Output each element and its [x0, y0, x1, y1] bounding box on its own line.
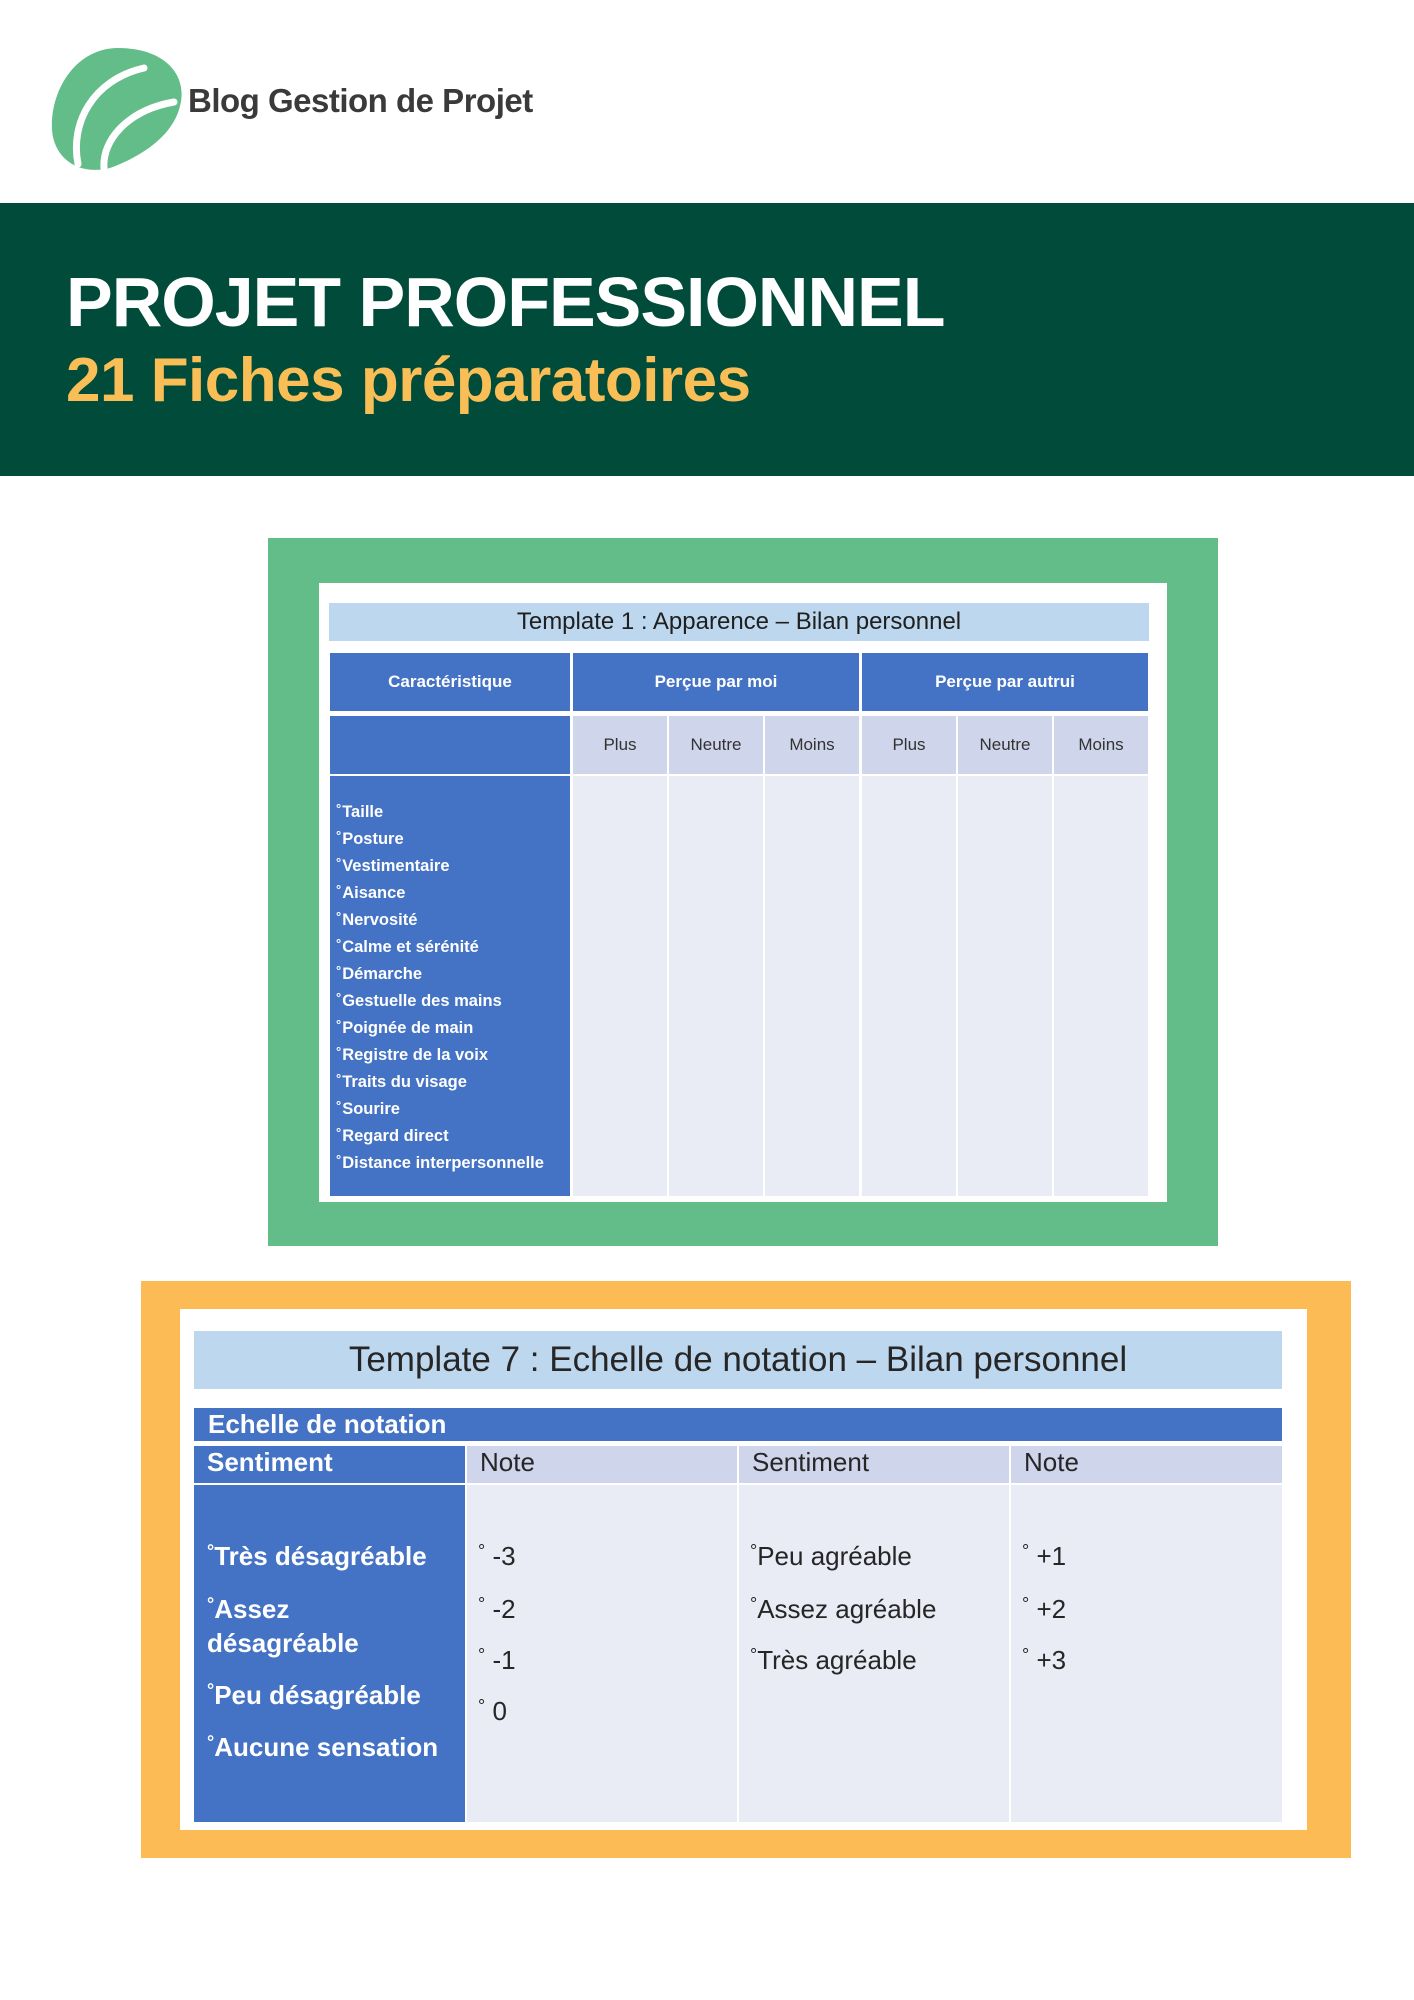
- list-item: ° Distance interpersonnelle: [336, 1148, 544, 1175]
- list-item: ° Nervosité: [336, 905, 544, 932]
- header-characteristic: Caractéristique: [330, 653, 570, 711]
- subheader-empty: [330, 716, 570, 774]
- list-item: ° Regard direct: [336, 1121, 544, 1148]
- characteristics-list: [336, 797, 544, 1175]
- header-sentiment-negative: Sentiment: [194, 1446, 465, 1483]
- list-item: ° Posture: [336, 824, 544, 851]
- subheader-others-moins: Moins: [1054, 716, 1148, 774]
- brand-name: Blog Gestion de Projet: [188, 82, 533, 119]
- list-item: °Assez agréable: [750, 1594, 937, 1624]
- subheader-self-plus: Plus: [573, 716, 667, 774]
- list-item: ° 0: [478, 1696, 507, 1726]
- rating-cell: [669, 776, 763, 1196]
- list-item: ° -3: [478, 1541, 516, 1571]
- header-others: Perçue par autrui: [862, 653, 1148, 711]
- rating-cell: [862, 776, 956, 1196]
- list-item: °Peu agréable: [750, 1541, 912, 1571]
- header-note-negative: Note: [467, 1446, 737, 1483]
- list-item: ° Gestuelle des mains: [336, 986, 544, 1013]
- list-item: ° Vestimentaire: [336, 851, 544, 878]
- list-item: ° Sourire: [336, 1094, 544, 1121]
- list-item: ° +2: [1022, 1594, 1067, 1624]
- page-title: PROJET PROFESSIONNEL: [66, 263, 945, 341]
- header-self: Perçue par moi: [573, 653, 859, 711]
- list-item: ° -2: [478, 1594, 516, 1624]
- list-item: ° Poignée de main: [336, 1013, 544, 1040]
- rating-scale-header: Echelle de notation: [194, 1408, 1282, 1441]
- subheader-self-neutre: Neutre: [669, 716, 763, 774]
- rating-cell: [765, 776, 859, 1196]
- template1-title: Template 1 : Apparence – Bilan personnel: [329, 603, 1149, 641]
- rating-cell: [1054, 776, 1148, 1196]
- list-item: °Aucune sensation: [207, 1732, 439, 1762]
- header-note-positive: Note: [1011, 1446, 1282, 1483]
- list-item: °Peu désagréable: [207, 1680, 421, 1710]
- list-item: °Très agréable: [750, 1645, 917, 1675]
- list-item: ° +3: [1022, 1645, 1067, 1675]
- template7-title: Template 7 : Echelle de notation – Bilan personnel: [194, 1331, 1282, 1389]
- list-item: ° Taille: [336, 797, 544, 824]
- subheader-others-plus: Plus: [862, 716, 956, 774]
- header-sentiment-positive: Sentiment: [739, 1446, 1009, 1483]
- list-item: ° Calme et sérénité: [336, 932, 544, 959]
- list-item: ° Démarche: [336, 959, 544, 986]
- page-subtitle: 21 Fiches préparatoires: [66, 346, 751, 415]
- rating-cell: [958, 776, 1052, 1196]
- list-item: °Très désagréable: [207, 1541, 427, 1571]
- list-item: ° Registre de la voix: [336, 1040, 544, 1067]
- leaf-swoosh-icon: [48, 46, 188, 172]
- list-item: ° +1: [1022, 1541, 1067, 1571]
- subheader-self-moins: Moins: [765, 716, 859, 774]
- subheader-others-neutre: Neutre: [958, 716, 1052, 774]
- list-item: ° Traits du visage: [336, 1067, 544, 1094]
- list-item: ° -1: [478, 1645, 516, 1675]
- list-item: °Assez désagréable: [207, 1594, 359, 1658]
- list-item: ° Aisance: [336, 878, 544, 905]
- rating-cell: [573, 776, 667, 1196]
